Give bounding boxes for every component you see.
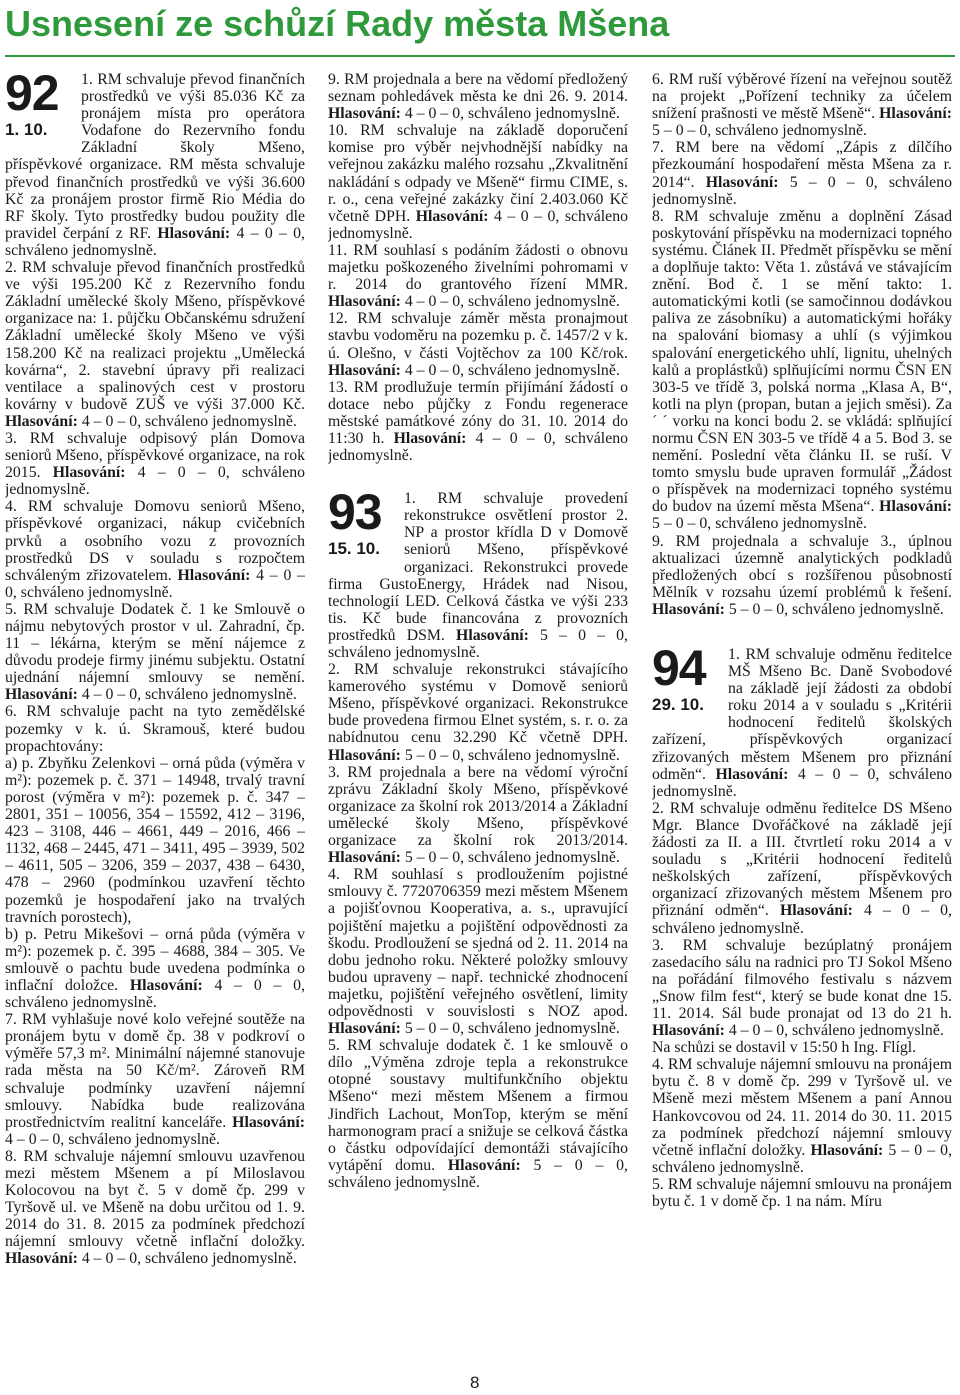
vote-result: 4 – 0 – 0, schváleno jednomyslně. [404,361,620,379]
meeting-number: 94 [652,640,706,696]
vote-label: Hlasování: [328,361,401,379]
vote-label: Hlasování: [780,902,853,920]
column-1 [5,71,305,1371]
resolution-text: 7. RM bere na vědomí „Zápis z dílčího přezkoumání hospodaření města Mšena za r. 2014“. [652,139,952,191]
vote-label: Hlasování: [5,1250,78,1268]
meeting-header-92 [5,71,77,145]
vote-label: Hlasování: [328,1020,401,1038]
resolution-text: 1. RM schvaluje převod finančních prostředků ve výši 85.036 Kč za pronájem místa pro operátora Vodafone do Rezervního fondu Základní školy Mšeno, příspěvkové organizace. RM města schvaluje převod finančních prostředků ve výši 36.600 Kč za pronájem prostor firmě Rio Média do RF školy. Tyto prostředky budou použity dle pravidel čerpání z RF. [5,71,305,242]
meeting-date: 29. 10. [652,695,704,714]
resolution-text: 9. RM projednala a bere na vědomí předložený seznam pohledávek města ke dni 26. 9. 2014. [328,71,628,106]
column-2 [328,71,628,1371]
vote-result: 4 – 0 – 0, schváleno jednomyslně. [404,105,620,123]
vote-result: 4 – 0 – 0, schváleno jednomyslně. [5,464,305,499]
resolution-item [5,498,305,601]
meeting-header-94 [652,640,724,730]
vote-label: Hlasování: [129,976,203,994]
resolution-text: 10. RM schvaluje na základě doporučení komise pro výběr nejvhodnější nabídky na veřejnou zakázku malého rozsahu „Zkvalitnění nakládání s odpady ve Mšeně“ firmu CIME, s. r. o., cena veřejné zakázky činí 2.403.060 Kč včetně DPH. [328,122,628,225]
vote-result: 4 – 0 – 0, schváleno jednomyslně. [5,566,305,601]
meeting-date: 1. 10. [5,120,48,139]
resolution-text: 8. RM schvaluje nájemní smlouvu uzavřenou mezi městem Mšenem a pí Miloslavou Kolocovou na byt č. 5 v domě čp. 299 v Tyršově ul. ve Mšeně na dobu určitou od 1. 9. 2014 do 31. 8. 2015 za podmínek předchozí nájemní smlouvy včetně inflační doložky. [5,1147,305,1251]
resolution-text: 6. RM schvaluje pacht na tyto zemědělské pozemky v k. ú. Skramouš, které budou propachtovány: a) p. Zbyňku Zelenkovi – orná půda (výměra v m²): pozemek p. č. 371 – 14948, trvalý travní porost (výměra v m²): pozemek p. č. 347 – 2801, 351 – 10056, 354 – 15592, 412 – 3196, 423 – 3108, 446 – 4661, 449 – 2016, 466 – 1132, 468 – 2445, 471 – 3411, 495 – 3939, 502 – 4611, 505 – 3206, 359 – 2037, 438 – 6430, 478 – 2960 (podmínkou uzavření těchto pozemků je hospodaření jako na trvalých travních porostech), b) p. Petru Mikešovi – orná půda (výměra v m²): pozemek p. č. 395 – 4688, 384 – 305. Ve smlouvě o pachtu bude uvedena podmínka o inflační doložce. [5,703,305,994]
resolution-item [5,259,305,430]
vote-result: 5 – 0 – 0, schváleno jednomyslně. [652,122,867,140]
resolution-item [328,1037,628,1191]
resolution-text: 2. RM schvaluje rekonstrukci stávajícího kamerového systému v Domově seniorů Mšeno, příspěvkové organizaci. Rekonstrukce bude provedena firmou Elnet systém, s. r. o. za nabídnutou cenu 32.290 Kč včetně DPH. [328,661,628,747]
vote-result: 4 – 0 – 0, schváleno jednomyslně. [81,1250,297,1268]
resolution-item [328,242,628,310]
vote-result: 4 – 0 – 0, schváleno jednomyslně. [652,902,952,937]
resolution-text: 12. RM schvaluje záměr města pronajmout stavbu vodoměru na pozemku p. č. 1457/2 v k. ú. Olešno, v části Vojtěchov za 100 Kč/rok. [328,310,628,362]
vote-result: 4 – 0 – 0, schváleno jednomyslně. [652,765,952,800]
resolution-item [328,866,628,1037]
resolution-text: 3. RM projednala a bere na vědomí výroční zprávu Základní školy Mšeno, příspěvkové organizace za školní rok 2013/2014 a Základní umělecké školy Mšeno, příspěvkové organizace za školní rok 2013/2014. [328,763,628,850]
resolution-text: 3. RM schvaluje bezúplatný pronájem zasedacího sálu na radnici pro TJ Sokol Mšeno na pořádání filmového festivalu s názvem „Snow film fest“, který se bude konat dne 15. 11. 2014. Sál bude pronajat od 13 do 21 h. [652,936,952,1022]
vote-result: 5 – 0 – 0, schváleno jednomyslně. [652,173,952,208]
vote-result: 5 – 0 – 0, schváleno jednomyslně. [404,849,620,867]
vote-label: Hlasování: [232,1113,305,1131]
vote-label: Hlasování: [652,1022,725,1040]
resolution-text: 2. RM schvaluje odměnu ředitelce DS Mšeno Mgr. Blance Dvořáčkové na základě její žádosti za II. a III. čtvrtletí roku 2014 a v souladu s „Kritérii hodnocení ředitelů neškolských zařízení, příspěvkových organizací zřizovaných městem Mšenem pro přiznání odměn“. [652,799,952,920]
vote-label: Hlasování: [328,105,401,123]
vote-label: Hlasování: [5,686,78,704]
vote-label: Hlasování: [177,566,251,584]
resolution-item [5,703,305,1011]
resolution-item [652,937,952,1040]
title-rule [5,55,955,57]
resolution-text: 1. RM schvaluje provedení rekonstrukce osvětlení prostor 2. NP a prostor křídla D v Domově seniorů Mšeno, příspěvkové organizaci. Rekonstrukci provede firma GustoEnergy, Hrádek nad Nisou, technologií LED. Celková částka ve výši 233 tis. Kč bude financována z provozních prostředků DSM. [328,490,628,644]
vote-result: 4 – 0 – 0, schváleno jednomyslně. [81,686,297,704]
resolution-text: Na schůzi se dostavil v 15:50 h Ing. Flígl. [652,1039,917,1057]
resolution-text: 2. RM schvaluje převod finančních prostředků ve výši 195.200 Kč z Rezervního fondu Základní umělecké školy Mšeno, příspěvkové organizace na: 1. půjčku Občanskému sdružení Základní umělecké školy Mšeno ve výši 158.200 Kč na realizaci projektu „Umělecká kovárna“, 2. stavební úpravy při realizaci ventilace a spalinových cest v prostoru kovárny v budově ZUŠ ve výši 37.000 Kč. [5,259,305,413]
resolution-text: 3. RM schvaluje odpisový plán Domova seniorů Mšeno, příspěvkové organizace, na rok 2015. [5,429,305,482]
resolution-text: 4. RM schvaluje nájemní smlouvu na pronájem bytu č. 8 v domě čp. 299 v Tyršově ul. ve Mšeně mezi městem Mšenem a paní Annou Hankovcovou od 24. 11. 2014 do 30. 11. 2015 za podmínek předchozí nájemní smlouvy včetně inflační doložky. [652,1056,952,1159]
vote-label: Hlasování: [5,412,78,430]
vote-label: Hlasování: [328,849,401,867]
vote-result: 5 – 0 – 0, schváleno jednomyslně. [652,515,867,533]
vote-result: 4 – 0 – 0, schváleno jednomyslně. [328,429,628,465]
vote-result: 4 – 0 – 0, schváleno jednomyslně. [328,207,628,242]
vote-label: Hlasování: [652,600,725,618]
resolution-item [328,310,628,378]
meeting-number: 92 [5,71,59,121]
vote-result: 5 – 0 – 0, schváleno jednomyslně. [728,600,944,618]
vote-result: 4 – 0 – 0, schváleno jednomyslně. [728,1022,944,1040]
resolution-item [5,1011,305,1148]
vote-label: Hlasování: [705,173,779,191]
resolution-item [328,661,628,764]
resolution-item [652,800,952,937]
resolution-text: 4. RM souhlasí s prodloužením pojistné smlouvy č. 7720706359 mezi městem Mšenem a pojišťovnou Kooperativa, a. s., upravující pojištění majetku a pojištění odpovědnosti za škodu. Prodloužení se sjedná od 2. 11. 2014 na dobu jednoho roku. Některé položky smlouvy budou upraveny – např. technické zhodnocení majetku, pojištění veřejného osvětlení, limity odpovědnosti v souvislosti s NOZ apod. [328,866,628,1020]
page-number: 8 [470,1373,480,1392]
resolution-item [328,122,628,242]
resolution-item [652,208,952,533]
resolution-text: 11. RM souhlasí s podáním žádosti o obnovu majetku poškozeného živelními pohromami v r. 2014 do grantového řízení MMR. [328,241,628,294]
vote-result: 5 – 0 – 0, schváleno jednomyslně. [328,626,628,661]
vote-result: 5 – 0 – 0, schváleno jednomyslně. [328,1156,628,1191]
vote-result: 4 – 0 – 0, schváleno jednomyslně. [81,412,297,430]
resolution-text: 7. RM vyhlašuje nové kolo veřejné soutěže na pronájem bytu v domě čp. 38 v podkroví o výměře 57,3 m². Minimální nájemné stanovuje rada města na 50 Kč/m². Zároveň RM schvaluje podmínky uzavření nájemní smlouvy. Nabídka bude realizována prostřednictvím realitní kanceláře. [5,1011,305,1131]
vote-label: Hlasování: [393,429,467,447]
resolution-text: 1. RM schvaluje odměnu ředitelce MŠ Mšeno Bc. Daně Svobodové na základě její žádosti za období roku 2014 a v souladu s „Kritérii hodnocení ředitelů školských zařízení, příspěvkových organizací zřizovaných městem Mšenem pro přiznání odměn“. [652,646,952,783]
resolution-item [328,379,628,464]
vote-label: Hlasování: [715,765,789,783]
resolution-item [652,533,952,618]
vote-result: 5 – 0 – 0, schváleno jednomyslně. [404,746,620,764]
vote-label: Hlasování: [879,105,952,123]
vote-label: Hlasování: [328,746,401,764]
vote-label: Hlasování: [456,626,529,644]
resolution-item [328,764,628,867]
resolution-item [328,71,628,122]
vote-result: 4 – 0 – 0, schváleno jednomyslně. [5,1130,220,1148]
vote-label: Hlasování: [810,1141,884,1159]
vote-label: Hlasování: [157,224,231,242]
resolution-item [652,1039,952,1056]
meeting-header-93 [328,484,400,574]
resolution-text: 9. RM projednala a schvaluje 3., úplnou aktualizaci územně analytických podkladů předložených obcí s rozšířenou působností Mělník v rozsahu území problémů k řešení. [652,532,952,601]
vote-label: Hlasování: [447,1156,521,1174]
vote-label: Hlasování: [415,207,489,225]
resolution-item [5,1148,305,1268]
vote-result: 5 – 0 – 0, schváleno jednomyslně. [404,1020,620,1038]
meeting-number: 93 [328,484,382,541]
resolution-text: 5. RM schvaluje Dodatek č. 1 ke Smlouvě o nájmu nebytových prostor v ul. Zahradní, čp. 11 – lékárna, kterým se mění nájemce z důvodu prodeje firmy jinému subjektu. Ostatní ujednání nájemní smlouvy se nemění. [5,600,305,687]
resolution-text: 8. RM schvaluje změnu a doplnění Zásad poskytování příspěvku na modernizaci topného systému. Článek II. Předmět příspěvku se mění a doplňuje takto: Věta 1. zůstává ve stávajícím znění. Bod č. 1 se mění takto: 1. automatickými kotli (se samočinnou dodávkou paliva ze zásobníku) a automatickými hořáky na spalování biomasy a uhlí (s výjimkou spalování energetického uhlí, lignitu, uhelných kalů a proplástků) splňujícími normu ČSN EN 303-5 ve třídě 3, polská norma „Klasa A, B“, kotli na plyn (propan, butan a jejich směsi). Za ´ ´ vorku na konci bodu 2. se vkládá: splňující normu ČSN EN 303-5 ve třídě 4 a 5. Bod 3. se nemění. Poslední věta článku II. se ruší. V tomto smyslu bude upraven formulář „Žádost o příspěvek na modernizaci topného systému do budov na území města Mšena“. [652,207,952,516]
vote-result: 4 – 0 – 0, schváleno jednomyslně. [5,224,305,259]
resolution-text: 13. RM prodlužuje termín přijímání žádostí o dotace nebo půjčky z Fondu regenerace městské památkové zóny do 31. 10. 2014 do 11:30 h. [328,378,628,447]
vote-label: Hlasování: [879,498,952,516]
resolution-text: 5. RM schvaluje nájemní smlouvu na pronájem bytu č. 1 v domě čp. 1 na nám. Míru [652,1175,952,1210]
resolution-item [652,1056,952,1176]
vote-label: Hlasování: [52,464,126,482]
resolution-item [652,71,952,139]
column-3 [652,71,952,1371]
resolution-item [5,601,305,704]
vote-result: 4 – 0 – 0, schváleno jednomyslně. [5,976,305,1012]
meeting-date: 15. 10. [328,539,380,559]
vote-label: Hlasování: [328,293,401,311]
vote-result: 5 – 0 – 0, schváleno jednomyslně. [652,1141,952,1176]
resolution-text: 6. RM ruší výběrové řízení na veřejnou soutěž na projekt „Pořízení techniky za účelem snížení prašnosti ve městě Mšeně“. [652,71,952,123]
resolution-text: 4. RM schvaluje Domovu seniorů Mšeno, příspěvkové organizaci, nákup cvičebních prvků a osobního vozu z provozních prostředků DS v souladu s rozpočtem schváleným zřizovatelem. [5,498,305,584]
resolution-item [652,139,952,207]
resolution-item [5,430,305,498]
resolution-item [652,1176,952,1210]
page-title: Usnesení ze schůzí Rady města Mšena [5,3,670,44]
resolution-text: 5. RM schvaluje dodatek č. 1 ke smlouvě o dílo „Výměna zdroje tepla a rekonstrukce otopné soustavy multifunkčního objektu Mšeno“ mezi městem Mšenem a firmou Jindřich Lachout, MonTop, kterým se mění harmonogram prací a snižuje se celková částka o částku odpovídající demontáži stávajícího vytápění domu. [328,1037,628,1174]
vote-result: 4 – 0 – 0, schváleno jednomyslně. [404,293,620,311]
